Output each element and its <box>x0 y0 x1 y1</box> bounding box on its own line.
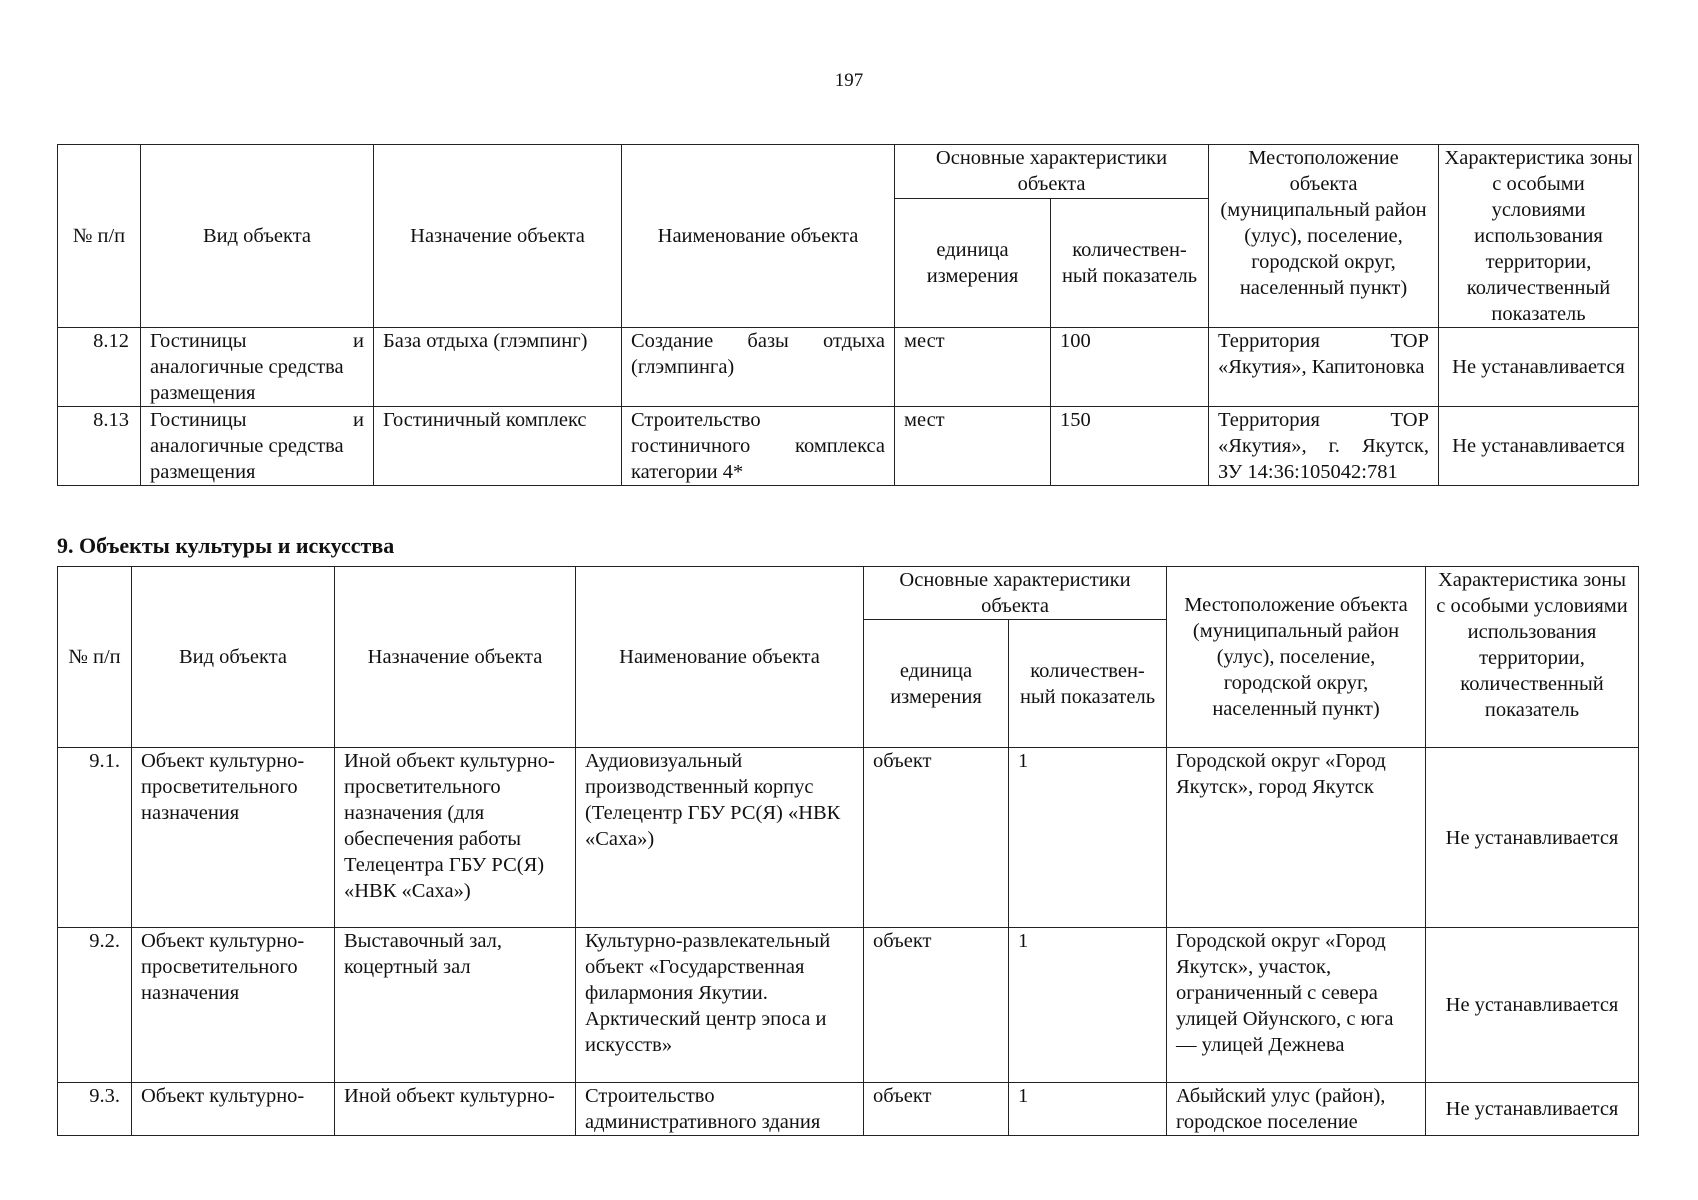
row-name-rest: категории 4* <box>631 461 744 483</box>
row-name <box>622 328 895 407</box>
row-location-rest: «Якутия», Капитоновка <box>1218 356 1425 378</box>
table-row <box>58 407 1639 486</box>
header-zone: Характеристика зоны с особыми условиями использования территории, количественный показатель <box>1426 567 1639 748</box>
header-main-characteristics: Основные характеристики объекта <box>864 567 1167 620</box>
objects-table-culture <box>57 566 1639 1136</box>
row-location-line: Территория ТОР <box>1218 409 1429 431</box>
row-name: Культурно-развлекательный объект «Государственная филармония Якутии. Арктический центр эпоса и искусств» <box>576 928 864 1083</box>
row-zone: Не устанавливается <box>1439 407 1639 486</box>
row-kind-line: Гостиницы и <box>150 330 364 352</box>
row-kind-line: Гостиницы и <box>150 409 364 431</box>
row-unit: мест <box>895 328 1051 407</box>
row-unit: объект <box>864 928 1009 1083</box>
row-unit: объект <box>864 748 1009 928</box>
row-name-line: гостиничного комплекса <box>631 435 885 457</box>
row-location-rest: ЗУ 14:36:105042:781 <box>1218 461 1398 483</box>
row-name <box>622 407 895 486</box>
row-name-rest: (глэмпинга) <box>631 356 735 378</box>
table-row <box>58 748 1639 928</box>
row-kind <box>141 328 374 407</box>
objects-table-hotels <box>57 144 1639 486</box>
row-num: 9.3. <box>58 1083 132 1136</box>
row-zone: Не устанавливается <box>1426 928 1639 1083</box>
table-row <box>58 1083 1639 1136</box>
header-unit: единица измерения <box>864 620 1009 748</box>
row-num: 9.1. <box>58 748 132 928</box>
row-name: Аудиовизуальный производственный корпус (Телецентр ГБУ РС(Я) «НВК «Саха») <box>576 748 864 928</box>
header-unit: единица измерения <box>895 198 1051 327</box>
row-zone: Не устанавливается <box>1439 328 1639 407</box>
row-kind: Объект культурно- <box>132 1083 335 1136</box>
row-purpose: Иной объект культурно- <box>335 1083 576 1136</box>
row-quantity: 150 <box>1051 407 1209 486</box>
row-kind: Объект культурно-просветительного назначения <box>132 928 335 1083</box>
header-purpose: Назначение объекта <box>374 145 622 328</box>
row-quantity: 1 <box>1009 1083 1167 1136</box>
header-num: № п/п <box>58 145 141 328</box>
row-num: 9.2. <box>58 928 132 1083</box>
row-location-line: «Якутия», г. Якутск, <box>1218 435 1429 457</box>
header-name: Наименование объекта <box>576 567 864 748</box>
row-quantity: 100 <box>1051 328 1209 407</box>
page-number: 197 <box>834 70 864 91</box>
row-purpose: Иной объект культурно-просветительного назначения (для обеспечения работы Телецентра ГБУ РС(Я) «НВК «Саха») <box>335 748 576 928</box>
header-location: Местоположение объекта (муниципальный район (улус), поселение, городской округ, населенный пункт) <box>1167 567 1426 748</box>
header-name: Наименование объекта <box>622 145 895 328</box>
header-kind: Вид объекта <box>132 567 335 748</box>
row-purpose: Выставочный зал, коцертный зал <box>335 928 576 1083</box>
row-location <box>1209 407 1439 486</box>
section-title: 9. Объекты культуры и искусства <box>57 533 395 558</box>
header-num: № п/п <box>58 567 132 748</box>
header-quantity: количествен-ный показатель <box>1051 198 1209 327</box>
row-zone: Не устанавливается <box>1426 1083 1639 1136</box>
row-location: Абыйский улус (район), городское поселение <box>1167 1083 1426 1136</box>
row-location: Городской округ «Город Якутск», участок, ограниченный с севера улицей Ойунского, с юга — улицей Дежнева <box>1167 928 1426 1083</box>
table-row <box>58 328 1639 407</box>
row-kind-rest: аналогичные средства размещения <box>150 435 344 483</box>
header-purpose: Назначение объекта <box>335 567 576 748</box>
row-location-line: Территория ТОР <box>1218 330 1429 352</box>
row-kind-rest: аналогичные средства размещения <box>150 356 344 404</box>
row-purpose: Гостиничный комплекс <box>374 407 622 486</box>
row-name: Строительство административного здания <box>576 1083 864 1136</box>
header-kind: Вид объекта <box>141 145 374 328</box>
row-name-line: Создание базы отдыха <box>631 330 885 352</box>
row-num: 8.13 <box>58 407 141 486</box>
header-location: Местоположение объекта (муниципальный район (улус), поселение, городской округ, населенный пункт) <box>1209 145 1439 328</box>
row-unit: объект <box>864 1083 1009 1136</box>
row-unit: мест <box>895 407 1051 486</box>
row-kind <box>141 407 374 486</box>
row-quantity: 1 <box>1009 928 1167 1083</box>
header-quantity: количествен-ный показатель <box>1009 620 1167 748</box>
header-main-characteristics: Основные характеристики объекта <box>895 145 1209 199</box>
header-zone: Характеристика зоны с особыми условиями использования территории, количественный показатель <box>1439 145 1639 328</box>
row-name-line: Строительство <box>631 409 761 431</box>
row-zone: Не устанавливается <box>1426 748 1639 928</box>
row-location <box>1209 328 1439 407</box>
row-purpose: База отдыха (глэмпинг) <box>374 328 622 407</box>
row-kind: Объект культурно-просветительного назначения <box>132 748 335 928</box>
row-location: Городской округ «Город Якутск», город Якутск <box>1167 748 1426 928</box>
table-row <box>58 928 1639 1083</box>
row-quantity: 1 <box>1009 748 1167 928</box>
row-num: 8.12 <box>58 328 141 407</box>
